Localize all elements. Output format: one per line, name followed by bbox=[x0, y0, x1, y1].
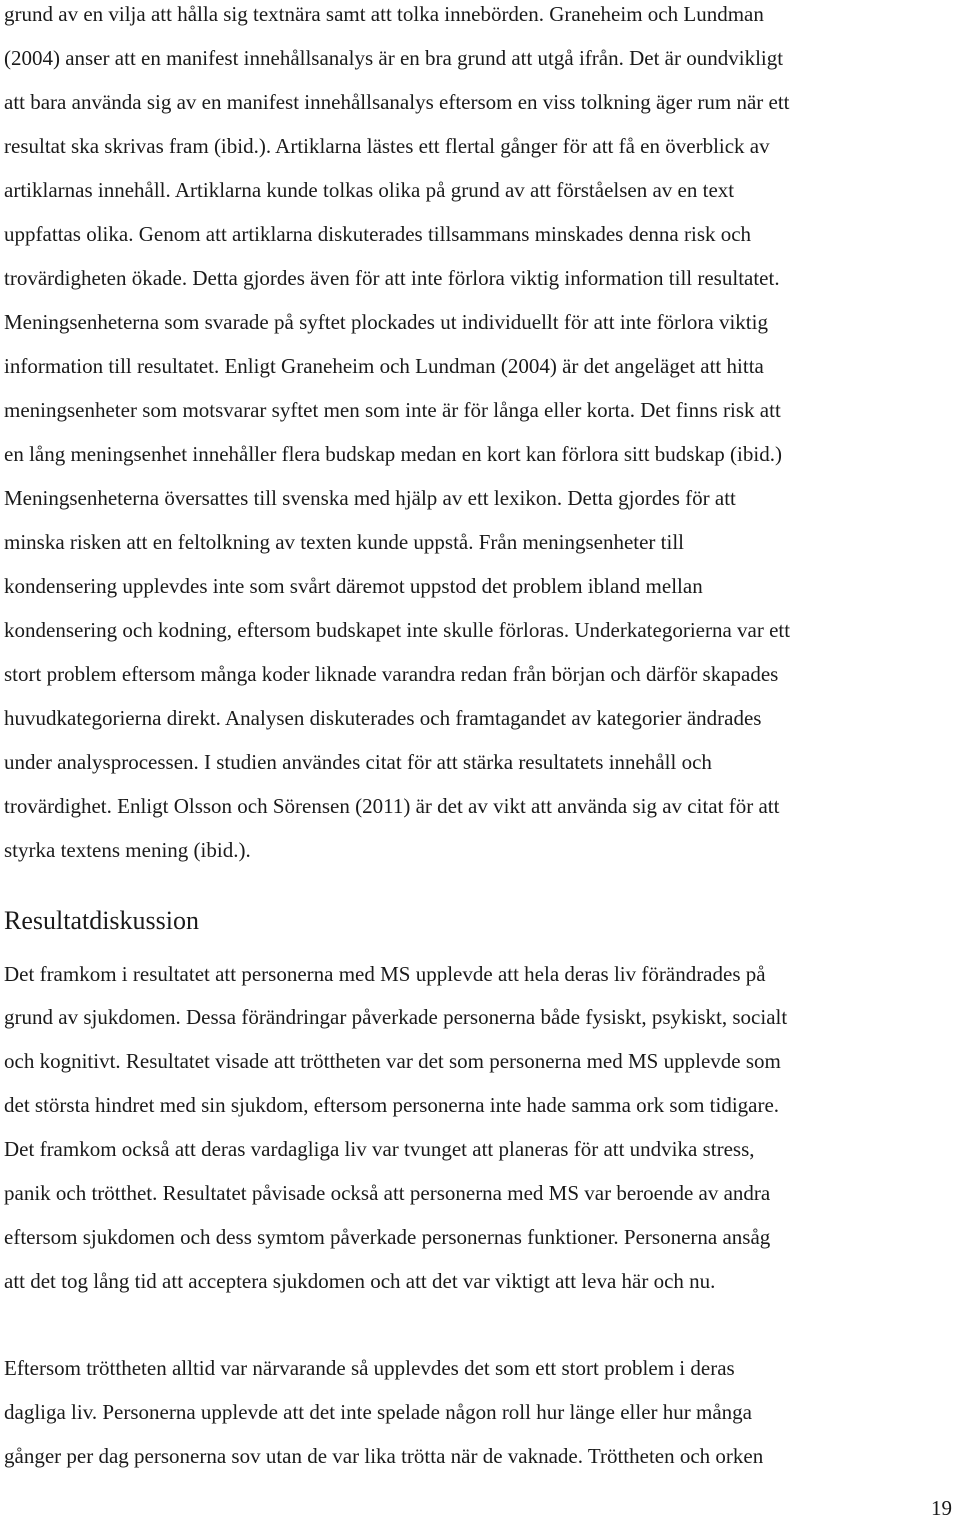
text-line: och kognitivt. Resultatet visade att tröttheten var det som personerna med MS upplevde som bbox=[4, 1049, 781, 1073]
text-line: att det tog lång tid att acceptera sjukdomen och att det var viktigt att leva här och nu. bbox=[4, 1269, 716, 1293]
text-line: artiklarnas innehåll. Artiklarna kunde tolkas olika på grund av att förståelsen av en text bbox=[4, 178, 735, 202]
text-line: Eftersom tröttheten alltid var närvarande så upplevdes det som ett stort problem i deras bbox=[4, 1356, 735, 1380]
text-line: kondensering och kodning, eftersom budskapet inte skulle förloras. Underkategorierna var ett bbox=[4, 618, 791, 642]
text-line: meningsenheter som motsvarar syftet men som inte är för långa eller korta. Det finns risk att bbox=[4, 398, 781, 422]
text-line: under analysprocessen. I studien användes citat för att stärka resultatets innehåll och bbox=[4, 750, 712, 774]
text-line: (2004) anser att en manifest innehållsanalys är en bra grund att utgå ifrån. Det är oundvikligt bbox=[4, 46, 784, 70]
text-line: minska risken att en feltolkning av texten kunde uppstå. Från meningsenheter till bbox=[4, 530, 685, 554]
text-line: eftersom sjukdomen och dess symtom påverkade personernas funktioner. Personerna ansåg bbox=[4, 1225, 771, 1249]
text-line: en lång meningsenhet innehåller flera budskap medan en kort kan förlora sitt budskap (ibid.) bbox=[4, 442, 782, 466]
text-line: trovärdighet. Enligt Olsson och Sörensen (2011) är det av vikt att använda sig av citat för att bbox=[4, 794, 780, 818]
text-line: huvudkategorierna direkt. Analysen diskuterades och framtagandet av kategorier ändrades bbox=[4, 706, 762, 730]
page-number: 19 bbox=[931, 1496, 952, 1520]
section-heading: Resultatdiskussion bbox=[4, 906, 200, 935]
text-line: kondensering upplevdes inte som svårt däremot uppstod det problem ibland mellan bbox=[4, 574, 703, 598]
text-line: grund av sjukdomen. Dessa förändringar påverkade personerna både fysiskt, psykiskt, socialt bbox=[4, 1005, 788, 1029]
text-line: uppfattas olika. Genom att artiklarna diskuterades tillsammans minskades denna risk och bbox=[4, 222, 752, 246]
text-line: stort problem eftersom många koder liknade varandra redan från början och därför skapades bbox=[4, 662, 779, 686]
text-line: styrka textens mening (ibid.). bbox=[4, 838, 251, 862]
text-line: trovärdigheten ökade. Detta gjordes även för att inte förlora viktig information till resultatet. bbox=[4, 266, 780, 290]
text-line: information till resultatet. Enligt Graneheim och Lundman (2004) är det angeläget att hitta bbox=[4, 354, 764, 378]
text-line: Det framkom i resultatet att personerna med MS upplevde att hela deras liv förändrades på bbox=[4, 962, 766, 986]
text-line: panik och trötthet. Resultatet påvisade också att personerna med MS var beroende av andra bbox=[4, 1181, 771, 1205]
text-line: dagliga liv. Personerna upplevde att det inte spelade någon roll hur länge eller hur många bbox=[4, 1400, 752, 1424]
text-line: gånger per dag personerna sov utan de var lika trötta när de vaknade. Tröttheten och orken bbox=[4, 1444, 764, 1468]
text-line: Det framkom också att deras vardagliga liv var tvunget att planeras för att undvika stress, bbox=[4, 1137, 755, 1161]
text-line: Meningsenheterna som svarade på syftet plockades ut individuellt för att inte förlora viktig bbox=[4, 310, 768, 334]
text-line: Meningsenheterna översattes till svenska med hjälp av ett lexikon. Detta gjordes för att bbox=[4, 486, 736, 510]
text-line: resultat ska skrivas fram (ibid.). Artiklarna lästes ett flertal gånger för att få en överblick av bbox=[4, 134, 770, 158]
text-line: grund av en vilja att hålla sig textnära samt att tolka innebörden. Graneheim och Lundman bbox=[4, 2, 764, 26]
text-line: att bara använda sig av en manifest innehållsanalys eftersom en viss tolkning äger rum när ett bbox=[4, 90, 790, 114]
text-line: det största hindret med sin sjukdom, eftersom personerna inte hade samma ork som tidigare. bbox=[4, 1093, 780, 1117]
